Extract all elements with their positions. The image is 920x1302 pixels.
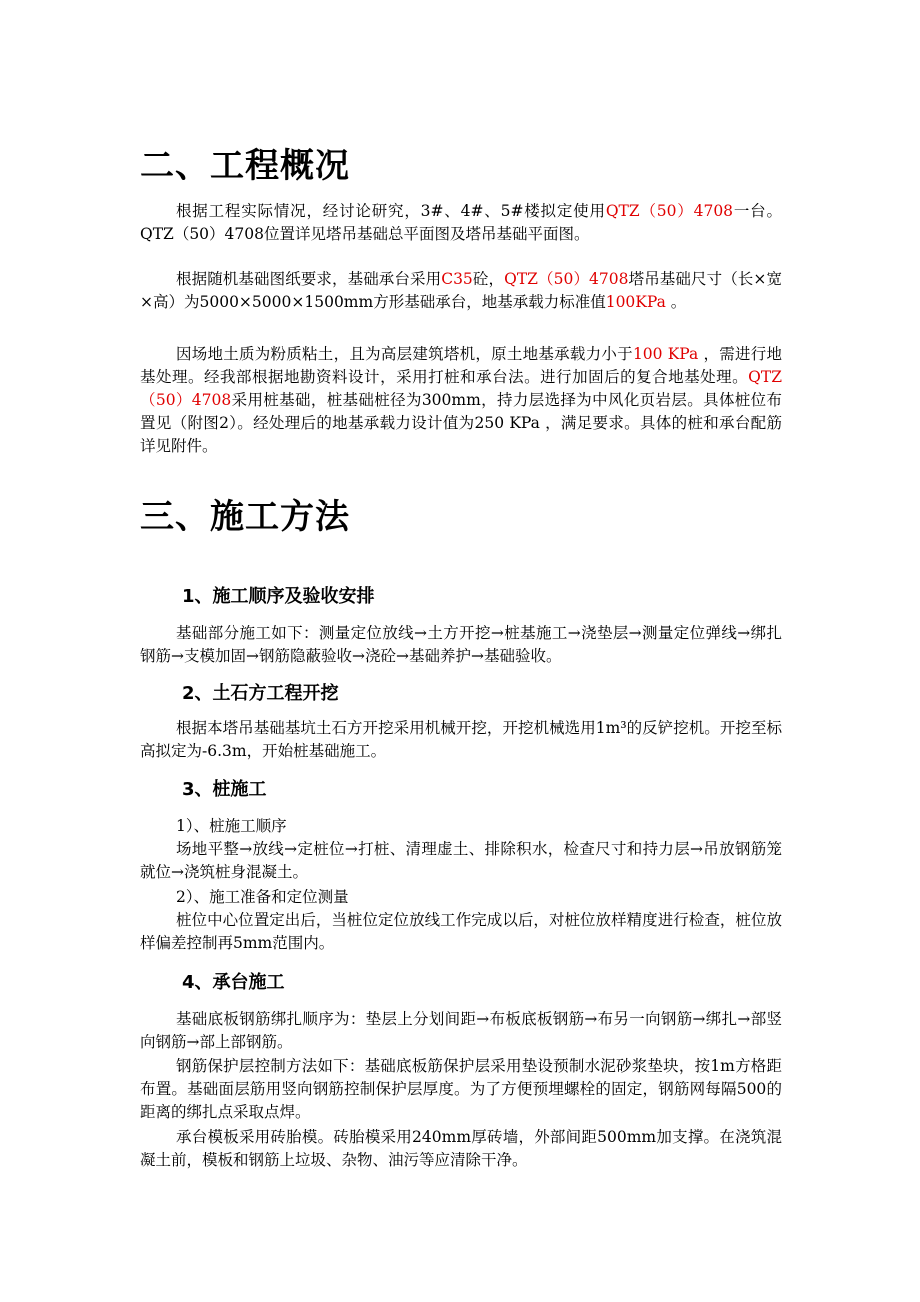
- subsection-heading-4: 4、承台施工: [182, 972, 285, 993]
- text-run: 因场地土质为粉质粘土，且为高层建筑塔机，原土地基承载力小于: [176, 345, 633, 363]
- cap-paragraph-2: 钢筋保护层控制方法如下：基础底板筋保护层采用垫设预制水泥砂浆垫块，按1m方格距布置。基础面层筋用竖向钢筋控制保护层厚度。为了方便预埋螺栓的固定，钢筋网每隔500的距离的绑扎点采取点焊。: [140, 1057, 782, 1121]
- overview-paragraph-3: [140, 343, 782, 458]
- text-run: 。: [665, 293, 687, 311]
- text-run: 根据工程实际情况，经讨论研究，3#、4#、5#楼拟定使用: [176, 202, 606, 220]
- cap-paragraph-1: 基础底板钢筋绑扎顺序为：垫层上分划间距→布板底板钢筋→布另一向钢筋→绑扎→部竖向钢筋→部上部钢筋。: [140, 1010, 782, 1051]
- text-run: ，需进行地基处理。经我部根据地勘资料设计，采用打桩和承台法。进行加固后的复合地基处理。: [140, 345, 782, 386]
- highlight-text: 100 KPa: [632, 345, 699, 363]
- highlight-text: QTZ（50）4708: [504, 270, 629, 288]
- highlight-text: 100KPa: [605, 293, 666, 311]
- section-heading-methods: 三、施工方法: [140, 497, 350, 537]
- text-run: 根据随机基础图纸要求，基础承台采用: [176, 270, 442, 288]
- highlight-text: QTZ（50）4708: [605, 202, 734, 220]
- text-run: 采用桩基础，桩基础桩径为300mm，持力层选择为中风化页岩层。具体桩位布置见（附图2）。经处理后的地基承载力设计值为250 KPa ，满足要求。具体的桩和承台配筋详见附件。: [140, 391, 783, 455]
- section-heading-overview: 二、工程概况: [140, 146, 350, 186]
- text-run: 一台。QTZ（50）4708位置详见塔吊基础总平面图及塔吊基础平面图。: [140, 202, 782, 243]
- pile-item-1-text: 场地平整→放线→定桩位→打桩、清理虚土、排除积水，检查尺寸和持力层→吊放钢筋笼就位→浇筑桩身混凝土。: [140, 840, 782, 881]
- overview-paragraph-1: [140, 200, 782, 246]
- subsection-heading-1: 1、施工顺序及验收安排: [182, 586, 375, 607]
- subsection-heading-3: 3、桩施工: [182, 779, 267, 800]
- subsection-2-text: 根据本塔吊基础基坑土石方开挖采用机械开挖，开挖机械选用1m³的反铲挖机。开挖至标高拟定为-6.3m，开始桩基础施工。: [140, 719, 782, 760]
- highlight-text: C35: [441, 270, 473, 288]
- pile-item-2-text: 桩位中心位置定出后，当桩位定位放线工作完成以后，对桩位放样精度进行检查，桩位放样偏差控制再5mm范围内。: [140, 911, 782, 952]
- text-run: 塔吊基础尺寸（长×宽×高）为5000×5000×1500mm方形基础承台，地基承载力标准值: [140, 270, 782, 311]
- pile-item-2-label: 2）、施工准备和定位测量: [176, 888, 349, 906]
- subsection-heading-2: 2、土石方工程开挖: [182, 683, 339, 704]
- subsection-1-text: 基础部分施工如下：测量定位放线→土方开挖→桩基施工→浇垫层→测量定位弹线→绑扎钢筋→支模加固→钢筋隐蔽验收→浇砼→基础养护→基础验收。: [140, 624, 782, 665]
- highlight-text: QTZ（50）4708: [140, 368, 782, 409]
- text-run: 砼，: [472, 270, 505, 288]
- cap-paragraph-3: 承台模板采用砖胎模。砖胎模采用240mm厚砖墙，外部间距500mm加支撑。在浇筑混凝土前，模板和钢筋上垃圾、杂物、油污等应清除干净。: [140, 1128, 782, 1169]
- pile-item-1-label: 1）、桩施工顺序: [176, 817, 287, 835]
- overview-paragraph-2: [140, 268, 782, 314]
